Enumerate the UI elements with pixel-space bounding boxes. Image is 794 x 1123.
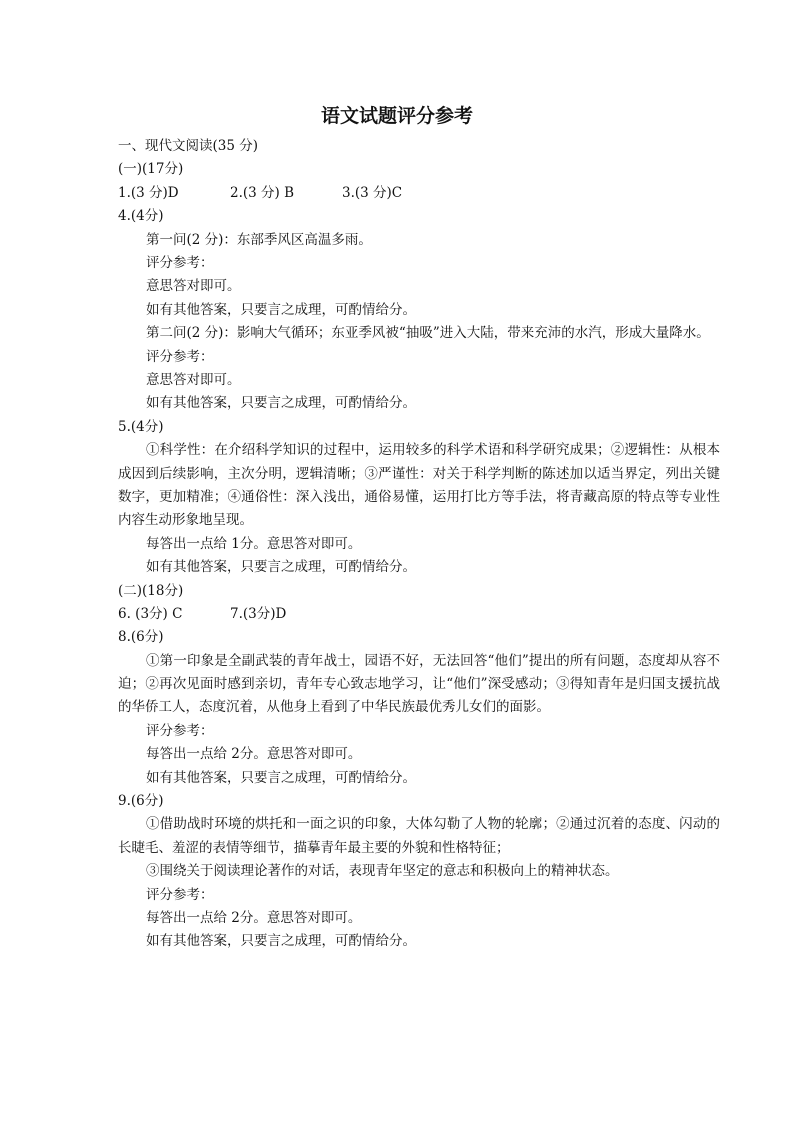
part-heading: (一)(17分) — [118, 161, 184, 178]
answer-text: ①科学性：在介绍科学知识的过程中，运用较多的科学术语和科学研究成果；②逻辑性：从根本成因到后续影响，主次分明，逻辑清晰；③严谨性：对关于科学判断的陈述加以适当界定，列出关键数字，更加精准；④通俗性：深入浅出，通俗易懂，运用打比方等手法，将青藏高原的特点等专业性内容生动形象地呈现。 — [118, 442, 720, 529]
scoring-label: 评分参考： — [146, 886, 214, 903]
answer-text: ①借助战时环境的烘托和一面之识的印象，大体勾勒了人物的轮廓；②通过沉着的态度、闪动的长睫毛、羞涩的表情等细节，描摹青年最主要的外貌和性格特征； — [118, 816, 720, 856]
question-heading: 9.(6分) — [118, 793, 164, 810]
scoring-note: 如有其他答案，只要言之成理，可酌情给分。 — [146, 769, 416, 786]
scoring-note: 每答出一点给 2分。意思答对即可。 — [146, 910, 362, 927]
answer-q2: 2.(3 分) B — [230, 184, 295, 201]
section-heading: 一、现代文阅读(35 分) — [118, 138, 259, 154]
question-heading: 4.(4分) — [118, 208, 164, 225]
answer-q6: 6. (3分) C — [118, 605, 183, 622]
answer-text: ③围绕关于阅读理论著作的对话，表现青年坚定的意志和积极向上的精神状态。 — [146, 863, 619, 880]
answer-row — [118, 603, 720, 626]
answer-text: 第一问(2 分)：东部季风区高温多雨。 — [146, 231, 372, 248]
answer-q3: 3.(3 分)C — [342, 184, 403, 201]
document-title: 语文试题评分参考 — [320, 105, 473, 127]
answer-q1: 1.(3 分)D — [118, 184, 179, 201]
scoring-note: 每答出一点给 1分。意思答对即可。 — [146, 535, 362, 552]
answer-text: ①第一印象是全副武装的青年战士，园语不好，无法回答“他们”提出的所有问题，态度却从容不迫；②再次见面时感到亲切，青年专心致志地学习，让“他们”深受感动；③得知青年是归国支援抗战的华侨工人，态度沉着，从他身上看到了中华民族最优秀儿女们的面影。 — [118, 652, 720, 716]
scoring-note: 如有其他答案，只要言之成理，可酌情给分。 — [146, 301, 416, 318]
scoring-note: 如有其他答案，只要言之成理，可酌情给分。 — [146, 933, 416, 950]
scoring-label: 评分参考： — [146, 254, 214, 271]
answer-q7: 7.(3分)D — [230, 605, 287, 622]
question-heading: 5.(4分) — [118, 418, 164, 435]
scoring-note: 意思答对即可。 — [146, 371, 241, 388]
question-heading: 8.(6分) — [118, 629, 164, 646]
scoring-label: 评分参考： — [146, 722, 214, 739]
answer-row — [118, 182, 720, 205]
scoring-label: 评分参考： — [146, 348, 214, 365]
scoring-note: 每答出一点给 2分。意思答对即可。 — [146, 746, 362, 763]
part-heading: (二)(18分) — [118, 582, 184, 599]
scoring-note: 如有其他答案，只要言之成理，可酌情给分。 — [146, 395, 416, 412]
scoring-note: 意思答对即可。 — [146, 278, 241, 295]
answer-text: 第二问(2 分)：影响大气循环；东亚季风被“抽吸”进入大陆，带来充沛的水汽，形成大量降水。 — [146, 325, 710, 342]
scoring-note: 如有其他答案，只要言之成理，可酌情给分。 — [146, 559, 416, 576]
